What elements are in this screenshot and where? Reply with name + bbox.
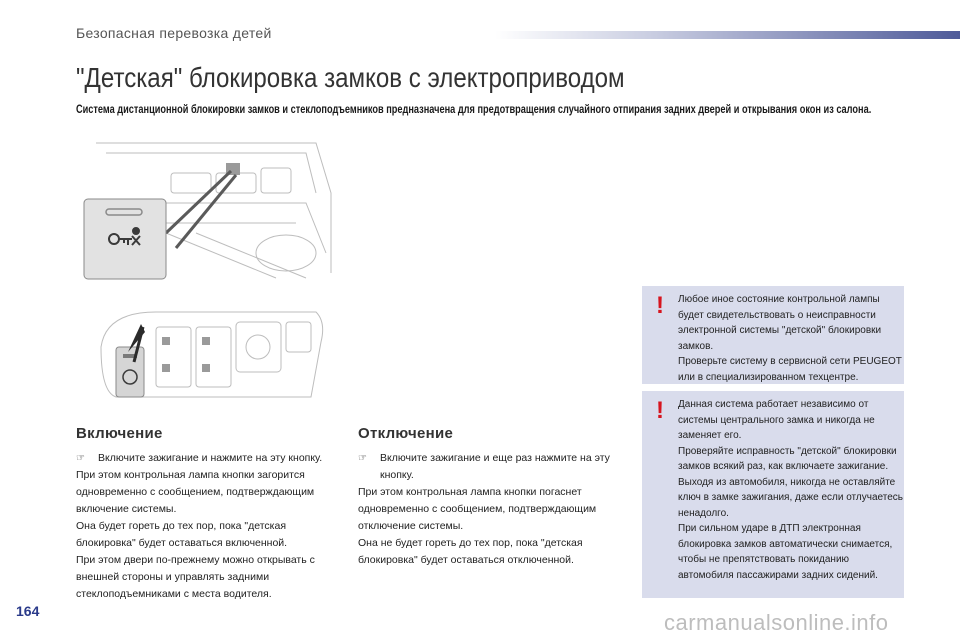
activation-section xyxy=(76,425,346,603)
note-line: Проверяйте исправность "детской" блокировки замков всякий раз, как включаете зажигание. xyxy=(678,445,897,472)
note-line: Данная система работает независимо от системы центрального замка и никогда не заменяет его. xyxy=(678,399,875,441)
deactivation-heading: Отключение xyxy=(358,425,454,442)
deactivation-line: При этом контрольная лампа кнопки погаснет одновременно с сообщением, подтверждающим отключение системы. xyxy=(358,486,597,532)
page-subtitle: Система дистанционной блокировки замков и стеклоподъемников предназначена для предотвращения случайного отпирания задних дверей и открывания окон из салона. xyxy=(76,104,872,116)
activation-line: Она будет гореть до тех пор, пока "детская блокировка" будет оставаться включенной. xyxy=(76,520,288,549)
section-header: Безопасная перевозка детей xyxy=(76,25,272,41)
activation-bullet xyxy=(76,450,346,467)
dashboard-illustration xyxy=(76,133,338,283)
deactivation-bullet xyxy=(358,450,620,484)
activation-heading: Включение xyxy=(76,425,163,442)
door-switch-illustration xyxy=(96,302,328,402)
page-title: "Детская" блокировка замков с электроприводом xyxy=(76,62,625,93)
note-line: Выходя из автомобиля, никогда не оставляйте ключ в замке зажигания, даже если отлучаетесь ненадолго. xyxy=(678,476,903,519)
deactivation-bullet-text: Включите зажигание и еще раз нажмите на эту кнопку. xyxy=(380,452,610,481)
pointing-hand-icon: ☞ xyxy=(358,453,367,464)
activation-line: При этом двери по-прежнему можно открывать с внешней стороны и управлять задними стеклоподъемниками с места водителя. xyxy=(76,554,315,600)
pointing-hand-icon: ☞ xyxy=(76,453,85,464)
activation-line: При этом контрольная лампа кнопки загорится одновременно с сообщением, подтверждающим включение системы. xyxy=(76,469,315,515)
warning-note-1 xyxy=(642,286,904,384)
warning-note-2 xyxy=(642,391,904,598)
deactivation-line: Она не будет гореть до тех пор, пока "детская блокировка" будет оставаться отключенной. xyxy=(358,537,583,566)
page-number: 164 xyxy=(16,603,40,619)
header-gradient-bar xyxy=(495,31,960,39)
note-line: Любое иное состояние контрольной лампы будет свидетельствовать о неисправности электронной системы "детской" блокировки замков. xyxy=(678,294,882,352)
activation-bullet-text: Включите зажигание и нажмите на эту кнопку. xyxy=(98,452,323,464)
note-line: При сильном ударе в ДТП электронная блокировка замков автоматически снимается, чтобы не препятствовать покиданию автомобиля пассажирами задних сидений. xyxy=(678,523,893,581)
watermark: carmanualsonline.info xyxy=(664,610,889,635)
warning-icon: ! xyxy=(656,397,664,424)
warning-icon: ! xyxy=(656,292,664,319)
note-line: Проверьте систему в сервисной сети PEUGEOT или в специализированном техцентре. xyxy=(678,356,902,383)
deactivation-section xyxy=(358,425,620,569)
